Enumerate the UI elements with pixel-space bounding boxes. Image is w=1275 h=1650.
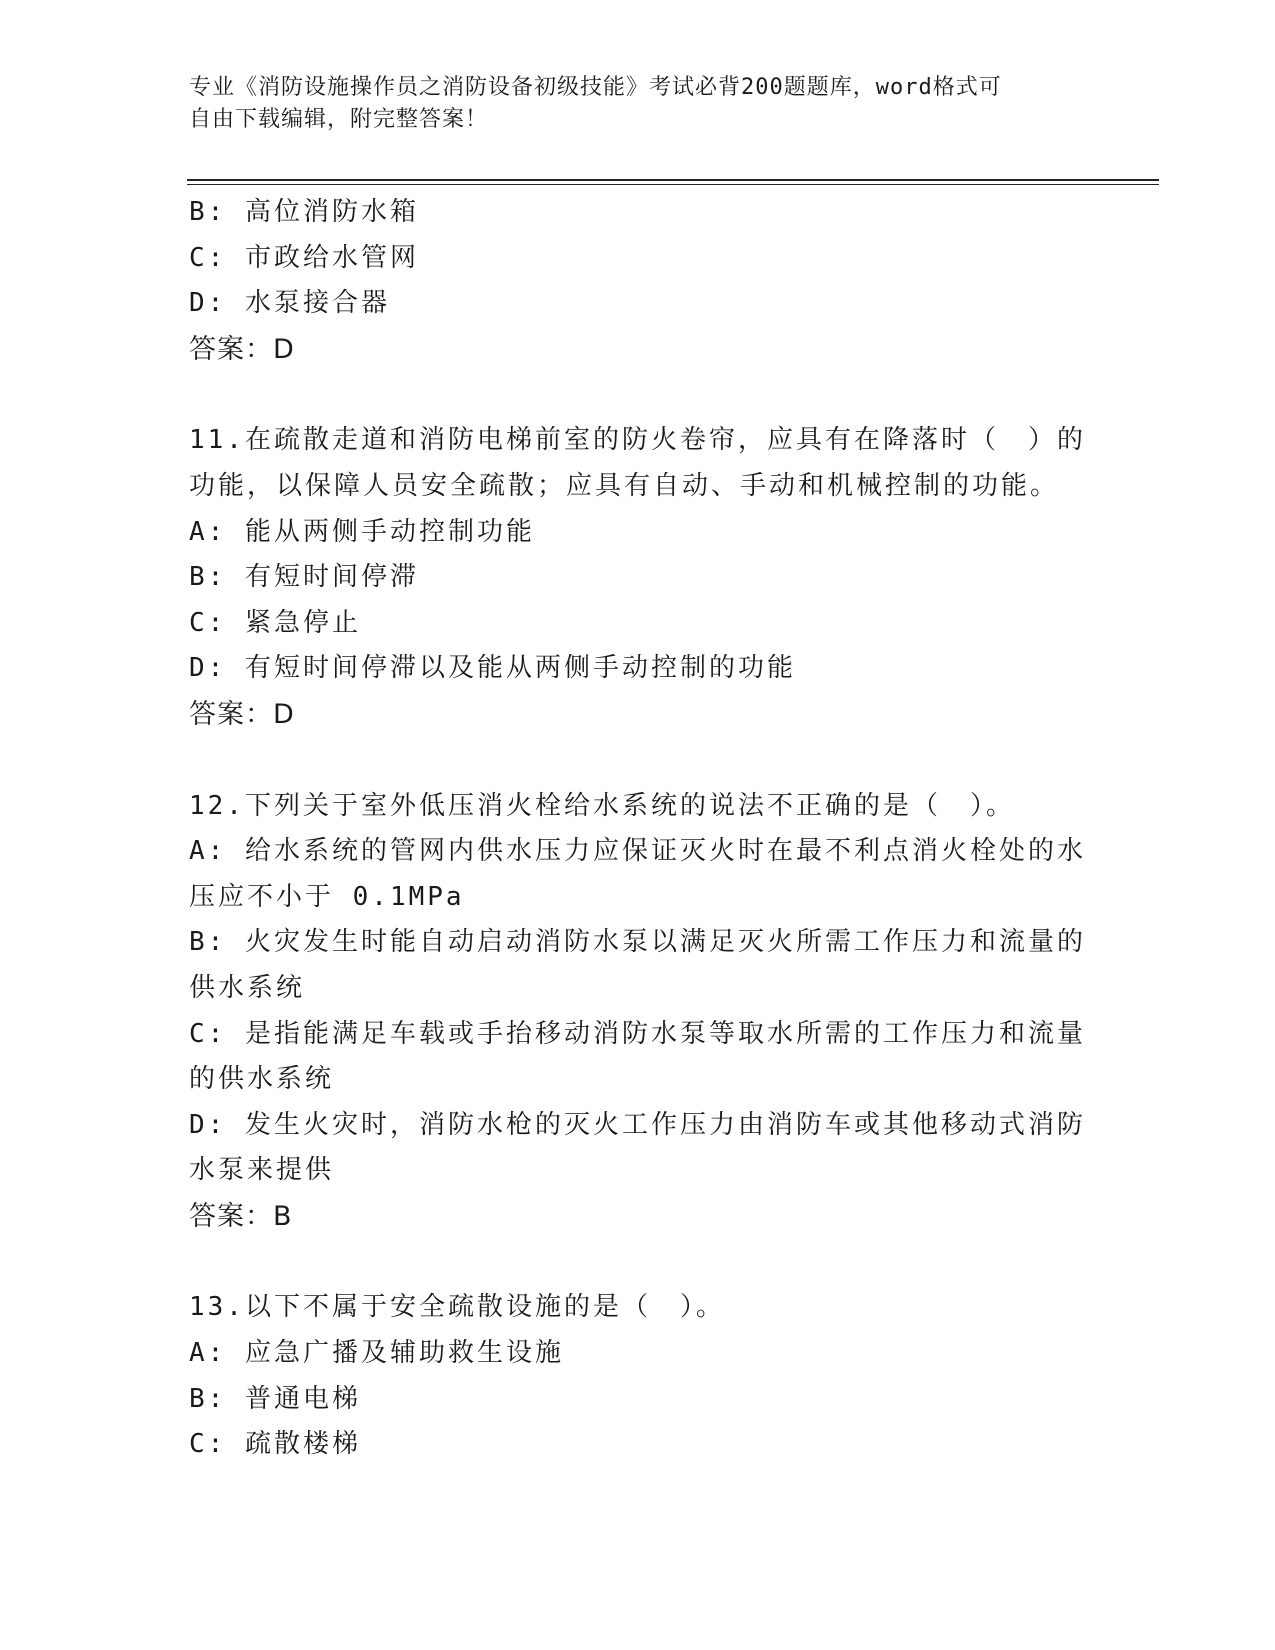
spacer	[189, 738, 1079, 784]
option-d-continued: 水泵来提供	[189, 1155, 335, 1186]
header-divider-thin	[187, 184, 1159, 185]
option-d: D: 发生火灾时，消防水枪的灭火工作压力由消防车或其他移动式消防	[189, 1109, 1086, 1140]
header-line-1: 专业《消防设施操作员之消防设备初级技能》考试必背200题题库，word格式可	[189, 75, 1002, 100]
question-stem: 13.以下不属于安全疏散设施的是（ ）。	[189, 1292, 725, 1323]
header-divider-thick	[187, 179, 1159, 181]
question-list	[189, 190, 1086, 1468]
option-a: A: 应急广播及辅助救生设施	[189, 1338, 564, 1369]
spacer	[189, 372, 1079, 418]
option-c-continued: 的供水系统	[189, 1064, 335, 1095]
option-b: B: 有短时间停滞	[189, 562, 419, 593]
document-header	[189, 72, 1069, 136]
spacer	[189, 1239, 1079, 1285]
option-d: D: 水泵接合器	[189, 288, 390, 319]
option-b: B: 普通电梯	[189, 1383, 361, 1414]
option-c: C: 紧急停止	[189, 607, 361, 638]
option-c: C: 是指能满足车载或手抬移动消防水泵等取水所需的工作压力和流量	[189, 1018, 1086, 1049]
question-13	[189, 1285, 1079, 1467]
option-b: B: 高位消防水箱	[189, 197, 419, 227]
question-stem: 11.在疏散走道和消防电梯前室的防火卷帘，应具有在降落时（ ）的	[189, 425, 1086, 456]
option-b-continued: 供水系统	[189, 972, 306, 1003]
answer: 答案：B	[189, 1200, 293, 1232]
question-10-continued	[189, 190, 1079, 372]
option-a-continued: 压应不小于 0.1MPa	[189, 881, 465, 912]
option-a: A: 给水系统的管网内供水压力应保证灭火时在最不利点消火栓处的水	[189, 836, 1086, 867]
question-stem-continued: 功能，以保障人员安全疏散；应具有自动、手动和机械控制的功能。	[189, 470, 1060, 501]
question-12	[189, 784, 1086, 1240]
option-c: C: 疏散楼梯	[189, 1429, 361, 1460]
header-line-2: 自由下载编辑，附完整答案！	[189, 107, 489, 132]
question-11	[189, 418, 1086, 737]
option-c: C: 市政给水管网	[189, 242, 419, 273]
option-d: D: 有短时间停滞以及能从两侧手动控制的功能	[189, 653, 796, 684]
option-b: B: 火灾发生时能自动启动消防水泵以满足灭火所需工作压力和流量的	[189, 927, 1086, 958]
option-a: A: 能从两侧手动控制功能	[189, 516, 535, 547]
question-stem: 12.下列关于室外低压消火栓给水系统的说法不正确的是（ ）。	[189, 790, 1015, 821]
answer: 答案：D	[189, 698, 295, 730]
answer: 答案：D	[189, 333, 295, 365]
